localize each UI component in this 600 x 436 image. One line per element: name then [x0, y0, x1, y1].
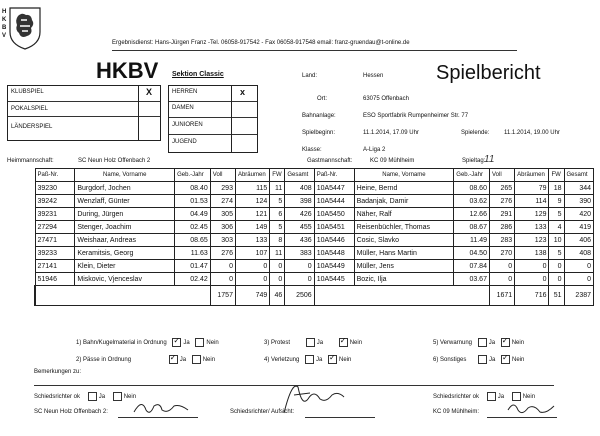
guest-abr-cell: 133 [515, 221, 549, 234]
home-pass-cell: 27294 [35, 221, 75, 234]
home-year-cell: 01.53 [175, 195, 211, 208]
home-voll-cell: 293 [210, 182, 235, 195]
home-ges-cell: 0 [285, 260, 314, 273]
home-team-value: SC Neun Holz Offenbach 2 [78, 158, 151, 164]
category-box [168, 85, 258, 153]
bahnanlage-value: ESO Sportfabrik Rumpenheimer Str. 77 [363, 113, 469, 119]
col-fw: FW [270, 169, 285, 182]
home-year-cell: 08.65 [175, 234, 211, 247]
home-abr-cell: 121 [235, 208, 269, 221]
guest-abr-cell: 123 [515, 234, 549, 247]
col-abr-guest: Abräumen [515, 169, 549, 182]
home-name-cell: During, Jürgen [75, 208, 175, 221]
guest-abr-cell: 129 [515, 208, 549, 221]
logo [8, 6, 42, 50]
contact-line: Ergebnisdienst: Hans-Jürgen Franz -Tel. 06058-917542 - Fax 06058-917548 email: franz-gruendau@t-online.de [112, 40, 410, 46]
guest-voll-cell: 0 [489, 273, 514, 286]
q1-nein-checkbox[interactable] [195, 338, 204, 347]
totals-row [35, 286, 594, 306]
guest-abr-cell: 0 [515, 260, 549, 273]
spielbeginn-value: 11.1.2014, 17.09 Uhr [363, 130, 419, 136]
home-abr-cell: 133 [235, 234, 269, 247]
guest-fw-cell: 5 [549, 208, 564, 221]
home-name-cell: Stenger, Joachim [75, 221, 175, 234]
home-ges-cell: 0 [285, 273, 314, 286]
home-voll-cell: 306 [210, 221, 235, 234]
guest-voll-cell: 286 [489, 221, 514, 234]
home-name-cell: Weishaar, Andreas [75, 234, 175, 247]
guest-voll-cell: 270 [489, 247, 514, 260]
col-name-guest: Name, Vorname [354, 169, 454, 182]
guest-fw-cell: 18 [549, 182, 564, 195]
home-abr-cell: 149 [235, 221, 269, 234]
guest-ges-cell: 420 [564, 208, 593, 221]
guest-abr-cell: 114 [515, 195, 549, 208]
referee-signature-label: Schiedsrichter/ Aufsicht: [230, 409, 295, 415]
klubspiel-label: KLUBSPIEL [11, 89, 44, 95]
home-fw-cell: 5 [270, 221, 285, 234]
home-name-cell: Wenzlaff, Günter [75, 195, 175, 208]
table-row [35, 195, 594, 208]
guest-voll-cell: 0 [489, 260, 514, 273]
guest-name-cell: Badanjak, Damir [354, 195, 454, 208]
q2-ja-checkbox[interactable]: ✓ [169, 353, 177, 362]
jugend-label: JUGEND [172, 139, 197, 145]
col-abr: Abräumen [235, 169, 269, 182]
guest-pass-cell: 10A5445 [314, 273, 354, 286]
bahnanlage-label: Bahnanlage: [302, 113, 336, 119]
q5-nein-checkbox[interactable]: ✓ [501, 336, 509, 345]
guest-name-cell: Müller, Jens [354, 260, 454, 273]
guest-fw-cell: 10 [549, 234, 564, 247]
spielbeginn-label: Spielbeginn: [302, 130, 336, 136]
q2-nein-checkbox[interactable] [192, 355, 201, 364]
home-pass-cell: 39233 [35, 247, 75, 260]
col-pass: Paß-Nr. [35, 169, 75, 182]
guest-pass-cell: 10A5451 [314, 221, 354, 234]
herren-mark: x [240, 87, 246, 97]
home-fw-cell: 6 [270, 208, 285, 221]
spieltag-value: 11 [484, 154, 495, 165]
home-pass-cell: 27471 [35, 234, 75, 247]
q3-ja-checkbox[interactable] [306, 338, 315, 347]
guest-total-fw: 51 [549, 286, 564, 306]
klubspiel-mark: X [146, 87, 153, 97]
guest-total-abr: 716 [515, 286, 549, 306]
home-total-abr: 749 [235, 286, 269, 306]
guest-pass-cell: 10A5447 [314, 182, 354, 195]
home-voll-cell: 0 [210, 260, 235, 273]
guest-name-cell: Bozic, Ilja [354, 273, 454, 286]
page-title: HKBV [96, 58, 159, 83]
home-ges-cell: 436 [285, 234, 314, 247]
guest-fw-cell: 9 [549, 195, 564, 208]
table-row [35, 182, 594, 195]
home-voll-cell: 0 [210, 273, 235, 286]
question-5: 5) Verwarnung Ja ✓ Nein [433, 336, 525, 347]
home-voll-cell: 274 [210, 195, 235, 208]
home-abr-cell: 107 [235, 247, 269, 260]
land-label: Land: [302, 73, 318, 79]
home-ges-cell: 408 [285, 182, 314, 195]
home-year-cell: 08.40 [175, 182, 211, 195]
guest-ges-cell: 419 [564, 221, 593, 234]
col-name: Name, Vorname [75, 169, 175, 182]
table-header [35, 169, 594, 182]
question-1: 1) Bahn/Kugelmaterial in Ordnung ✓ Ja Nein [76, 336, 219, 347]
home-ges-cell: 383 [285, 247, 314, 260]
herren-label: HERREN [172, 89, 198, 95]
guest-pass-cell: 10A5449 [314, 260, 354, 273]
question-6: 6) Sonstiges Ja ✓ Nein [433, 353, 525, 364]
guest-abr-cell: 138 [515, 247, 549, 260]
ort-value: 63075 Offenbach [363, 96, 409, 102]
home-voll-cell: 303 [210, 234, 235, 247]
col-ges: Gesamt [285, 169, 314, 182]
guest-abr-cell: 0 [515, 273, 549, 286]
home-year-cell: 01.47 [175, 260, 211, 273]
guest-voll-cell: 276 [489, 195, 514, 208]
q1-ja-checkbox[interactable]: ✓ [173, 336, 181, 345]
question-2: 2) Pässe in Ordnung ✓ Ja Nein [76, 353, 216, 364]
guest-name-cell: Reisenbüchler, Thomas [354, 221, 454, 234]
guest-fw-cell: 0 [549, 260, 564, 273]
home-abr-cell: 0 [235, 273, 269, 286]
klasse-label: Klasse: [302, 147, 322, 153]
home-ges-cell: 455 [285, 221, 314, 234]
guest-pass-cell: 10A5444 [314, 195, 354, 208]
table-row [35, 208, 594, 221]
remarks-label: Bemerkungen zu: [34, 369, 82, 375]
home-abr-cell: 115 [235, 182, 269, 195]
guest-year-cell: 11.49 [454, 234, 490, 247]
home-total-fw: 46 [270, 286, 285, 306]
guest-ges-cell: 406 [564, 234, 593, 247]
guest-ges-cell: 408 [564, 247, 593, 260]
home-abr-cell: 0 [235, 260, 269, 273]
col-voll: Voll [210, 169, 235, 182]
home-name-cell: Keramitsis, Georg [75, 247, 175, 260]
damen-label: DAMEN [172, 105, 194, 111]
q6-nein-checkbox[interactable]: ✓ [502, 353, 509, 362]
guest-pass-cell: 10A5450 [314, 208, 354, 221]
guest-team-value: KC 09 Mühlheim [370, 158, 415, 164]
table-row [35, 221, 594, 234]
home-pass-cell: 39242 [35, 195, 75, 208]
col-fw-guest: FW [549, 169, 564, 182]
referee-ok-right: Schiedsrichter ok Ja Nein [433, 392, 535, 401]
spielende-value: 11.1.2014, 19.00 Uhr [504, 130, 560, 136]
q4-ja-checkbox[interactable] [305, 355, 314, 364]
guest-ges-cell: 0 [564, 273, 593, 286]
junioren-label: JUNIOREN [172, 122, 203, 128]
section-label: Sektion Classic [172, 71, 224, 78]
referee-left-nein-checkbox[interactable] [113, 392, 122, 401]
table-row [35, 273, 594, 286]
home-fw-cell: 11 [270, 182, 285, 195]
guest-year-cell: 03.67 [454, 273, 490, 286]
referee-right-ja-checkbox[interactable] [487, 392, 496, 401]
home-year-cell: 02.45 [175, 221, 211, 234]
home-total-ges: 2506 [285, 286, 314, 306]
land-value: Hessen [363, 73, 384, 79]
guest-total-ges: 2387 [564, 286, 593, 306]
guest-year-cell: 03.62 [454, 195, 490, 208]
home-year-cell: 11.63 [175, 247, 211, 260]
guest-year-cell: 04.50 [454, 247, 490, 260]
home-pass-cell: 51946 [35, 273, 75, 286]
guest-ges-cell: 344 [564, 182, 593, 195]
question-3: 3) Protest Ja ✓ Nein [264, 336, 363, 347]
home-pass-cell: 39230 [35, 182, 75, 195]
home-pass-cell: 27141 [35, 260, 75, 273]
guest-pass-cell: 10A5446 [314, 234, 354, 247]
guest-pass-cell: 10A5448 [314, 247, 354, 260]
guest-name-cell: Cosic, Slavko [354, 234, 454, 247]
col-pass-guest: Paß-Nr. [314, 169, 354, 182]
results-table [34, 168, 594, 306]
home-fw-cell: 0 [270, 273, 285, 286]
spieltag-label: Spieltag: [462, 158, 486, 164]
q6-ja-checkbox[interactable] [478, 355, 487, 364]
question-4: 4) Verletzung Ja ✓ Nein [264, 353, 352, 364]
guest-fw-cell: 4 [549, 221, 564, 234]
guest-signature [506, 398, 556, 418]
col-year: Geb.-Jahr [175, 169, 211, 182]
guest-team-label: Gastmannschaft: [307, 158, 353, 164]
home-fw-cell: 0 [270, 260, 285, 273]
home-total-voll: 1757 [210, 286, 235, 306]
referee-signature [278, 377, 348, 417]
pokalspiel-label: POKALSPIEL [11, 106, 49, 112]
laenderspiel-label: LÄNDERSPIEL [11, 124, 53, 130]
guest-name-cell: Näher, Ralf [354, 208, 454, 221]
guest-year-cell: 08.60 [454, 182, 490, 195]
logo-letters: H K B V [2, 9, 7, 39]
q3-nein-checkbox[interactable]: ✓ [339, 336, 347, 345]
home-year-cell: 04.49 [175, 208, 211, 221]
home-ges-cell: 398 [285, 195, 314, 208]
guest-voll-cell: 291 [489, 208, 514, 221]
home-voll-cell: 276 [210, 247, 235, 260]
col-year-guest: Geb.-Jahr [454, 169, 490, 182]
guest-name-cell: Heine, Bernd [354, 182, 454, 195]
guest-fw-cell: 0 [549, 273, 564, 286]
table-row [35, 260, 594, 273]
lion-crest-icon [8, 6, 42, 50]
q4-nein-checkbox[interactable]: ✓ [329, 353, 336, 362]
home-fw-cell: 11 [270, 247, 285, 260]
home-voll-cell: 305 [210, 208, 235, 221]
guest-year-cell: 12.66 [454, 208, 490, 221]
home-fw-cell: 5 [270, 195, 285, 208]
guest-year-cell: 07.84 [454, 260, 490, 273]
guest-fw-cell: 5 [549, 247, 564, 260]
referee-ok-left: Schiedsrichter ok Ja Nein [34, 392, 136, 401]
guest-voll-cell: 265 [489, 182, 514, 195]
home-signature [132, 396, 192, 418]
home-name-cell: Klein, Dieter [75, 260, 175, 273]
table-row [35, 234, 594, 247]
guest-ges-cell: 0 [564, 260, 593, 273]
report-title: Spielbericht [436, 62, 541, 84]
home-ges-cell: 426 [285, 208, 314, 221]
guest-signature-label: KC 09 Mühlheim: [433, 409, 480, 415]
guest-voll-cell: 283 [489, 234, 514, 247]
guest-total-voll: 1671 [489, 286, 514, 306]
home-signature-label: SC Neun Holz Offenbach 2: [34, 409, 108, 415]
guest-name-cell: Müller, Hans Martin [354, 247, 454, 260]
guest-ges-cell: 390 [564, 195, 593, 208]
home-name-cell: Burgdorf, Jochen [75, 182, 175, 195]
guest-abr-cell: 79 [515, 182, 549, 195]
q5-ja-checkbox[interactable] [478, 338, 487, 347]
guest-year-cell: 08.67 [454, 221, 490, 234]
home-year-cell: 02.42 [175, 273, 211, 286]
table-row [35, 247, 594, 260]
col-voll-guest: Voll [489, 169, 514, 182]
referee-left-ja-checkbox[interactable] [88, 392, 97, 401]
home-name-cell: Miskovic, Vjenceslav [75, 273, 175, 286]
ort-label: Ort: [317, 96, 327, 102]
home-pass-cell: 39231 [35, 208, 75, 221]
home-abr-cell: 124 [235, 195, 269, 208]
game-type-box [7, 85, 161, 141]
klasse-value: A-Liga 2 [363, 147, 386, 153]
home-fw-cell: 8 [270, 234, 285, 247]
spielende-label: Spielende: [461, 130, 490, 136]
col-ges-guest: Gesamt [564, 169, 593, 182]
home-team-label: Heimmannschaft: [7, 158, 54, 164]
